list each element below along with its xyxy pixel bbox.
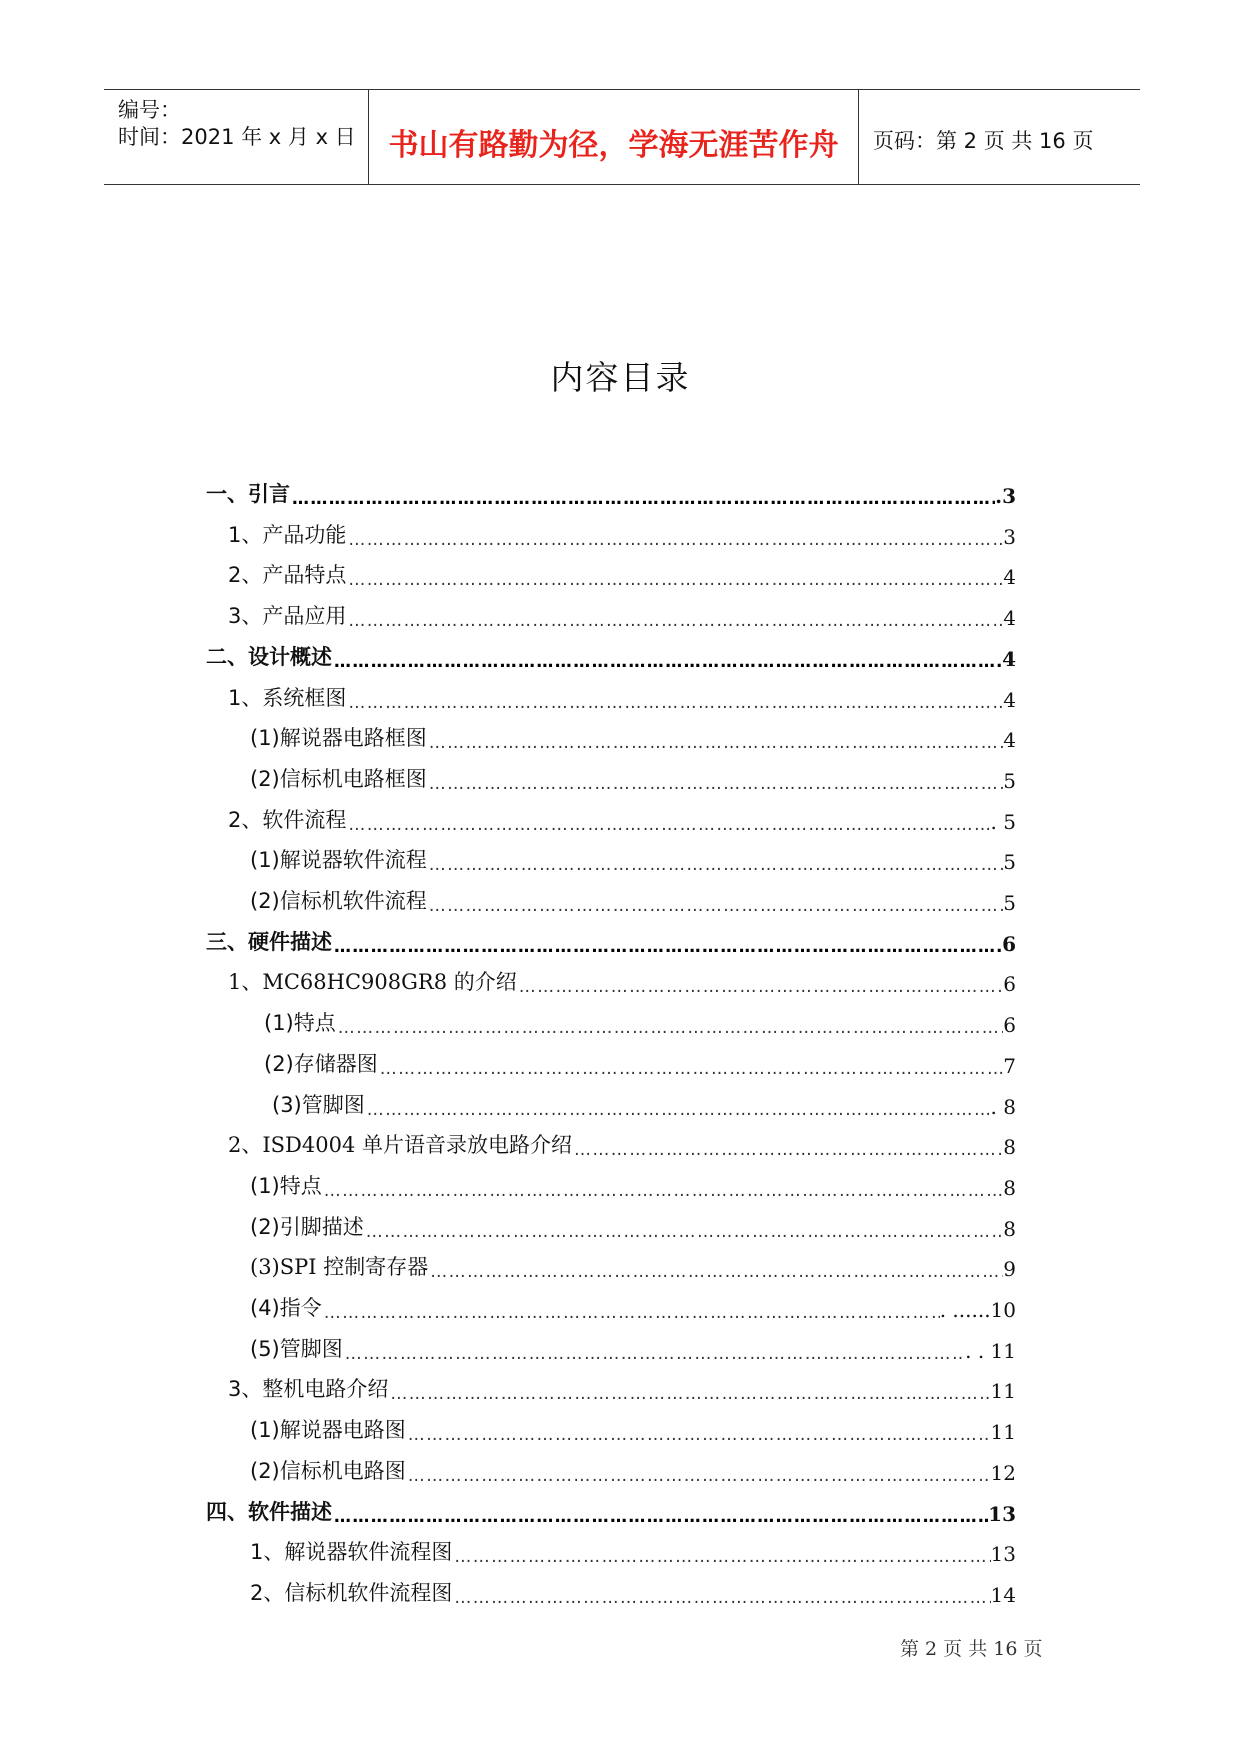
toc-leader-dots [336, 1020, 1004, 1037]
toc-entry[interactable] [228, 519, 1016, 549]
toc-entry[interactable] [228, 600, 1016, 630]
toc-entry-label: 一、引言 [206, 482, 290, 506]
toc-leader-dots [378, 1061, 1004, 1078]
header-right-cell [859, 90, 1140, 184]
toc-leader-dots [572, 1142, 1003, 1159]
toc-entry[interactable] [206, 478, 1016, 508]
toc-entry-label: (5)管脚图 [250, 1337, 343, 1361]
toc-page-number: 11 [990, 1420, 1016, 1444]
toc-page-number: 13 [990, 1542, 1016, 1566]
toc-leader-dots [346, 817, 990, 834]
toc-page-number: 11 [990, 1379, 1016, 1403]
toc-page-number: 5 [1003, 769, 1016, 793]
page-footer: 第 2 页 共 16 页 [900, 1638, 1043, 1660]
toc-entry[interactable] [264, 1048, 1016, 1078]
toc-page-number: . 5 [990, 810, 1016, 834]
toc-entry-label: 1、系统框图 [228, 686, 347, 710]
toc-leader-dots [346, 695, 1003, 712]
toc-page-number: 6 [1003, 972, 1016, 996]
toc-page-number: . 8 [990, 1095, 1016, 1119]
toc-leader-dots [452, 1549, 990, 1566]
toc-entry[interactable] [250, 1414, 1016, 1444]
toc-leader-dots [388, 1386, 990, 1403]
toc-leader-dots [346, 572, 1003, 589]
toc-entry[interactable] [250, 1251, 1016, 1281]
toc-entry[interactable] [250, 1211, 1016, 1241]
toc-entry-label: (4)指令 [250, 1296, 322, 1320]
toc-entry[interactable] [250, 1170, 1016, 1200]
document-number-label: 编号： [118, 98, 181, 122]
toc-entry-label: (1)解说器电路图 [250, 1418, 406, 1442]
toc-page-number: .3 [995, 484, 1016, 508]
toc-leader-dots [406, 1468, 991, 1485]
toc-leader-dots [290, 491, 995, 508]
toc-entry-label: 1、MC68HC908GR8 的介绍 [228, 970, 517, 994]
toc-entry-label: 四、软件描述 [206, 1500, 332, 1524]
toc-entry[interactable] [228, 1129, 1016, 1159]
toc-leader-dots [427, 776, 1004, 793]
toc-entry[interactable] [206, 926, 1016, 956]
toc-entry-label: 3、整机电路介绍 [228, 1377, 389, 1401]
toc-entry[interactable] [264, 1007, 1016, 1037]
toc-entry[interactable] [250, 1333, 1016, 1363]
toc-entry-label: (2)信标机电路框图 [250, 767, 427, 791]
toc-entry[interactable] [228, 1373, 1016, 1403]
toc-entry-label: 2、软件流程 [228, 808, 347, 832]
toc-leader-dots [428, 1264, 1003, 1281]
toc-entry[interactable] [250, 1536, 1016, 1566]
toc-page-number: 8 [1003, 1135, 1016, 1159]
toc-entry-label: 二、设计概述 [206, 645, 332, 669]
toc-entry[interactable] [228, 804, 1016, 834]
toc-entry-label: 2、产品特点 [228, 563, 347, 587]
toc-entry[interactable] [206, 1496, 1016, 1526]
toc-page-number: 12 [990, 1461, 1016, 1485]
toc-entry[interactable] [206, 641, 1016, 671]
toc-entry-label: 1、产品功能 [228, 523, 347, 547]
toc-leader-dots [427, 857, 1004, 874]
toc-entry[interactable] [250, 722, 1016, 752]
toc-page-number: . . 11 [965, 1339, 1016, 1363]
toc-leader-dots [322, 1305, 940, 1322]
header-motto: 书山有路勤为径，学海无涯苦作舟 [388, 128, 839, 163]
toc-leader-dots [427, 898, 1004, 915]
toc-entry[interactable] [250, 1455, 1016, 1485]
toc-page-number: 7 [1003, 1054, 1016, 1078]
toc-entry-label: 2、信标机软件流程图 [250, 1581, 453, 1605]
toc-page-number: 5 [1003, 850, 1016, 874]
header-table [104, 89, 1140, 185]
toc-entry-label: (1)解说器软件流程 [250, 848, 427, 872]
toc-page-number: 8 [1003, 1176, 1016, 1200]
toc-leader-dots [332, 939, 1002, 956]
toc-leader-dots [427, 735, 1004, 752]
toc-entry-label: 3、产品应用 [228, 604, 347, 628]
toc-page-number: 14 [990, 1583, 1016, 1607]
toc-page-number: 9 [1003, 1257, 1016, 1281]
toc-page-number: 4 [1003, 565, 1016, 589]
document-time-label: 时间：2021 年 x 月 x 日 [118, 125, 356, 149]
toc-entry[interactable] [272, 1089, 1016, 1119]
toc-leader-dots [364, 1224, 1004, 1241]
toc-leader-dots [452, 1590, 990, 1607]
toc-leader-dots [406, 1427, 991, 1444]
toc-entry-label: (3)SPI 控制寄存器 [250, 1255, 429, 1279]
toc-page-number: 13 [988, 1502, 1016, 1526]
toc-entry-label: (2)信标机软件流程 [250, 889, 427, 913]
toc-page-number: 8 [1003, 1217, 1016, 1241]
toc-entry-label: (1)特点 [250, 1174, 322, 1198]
toc-entry[interactable] [250, 844, 1016, 874]
toc-entry-label: (2)引脚描述 [250, 1215, 364, 1239]
toc-leader-dots [346, 613, 1003, 630]
toc-page-number: 4 [1002, 647, 1016, 671]
toc-page-number: 5 [1003, 891, 1016, 915]
toc-leader-dots [332, 1509, 988, 1526]
page-title: 内容目录 [550, 358, 691, 397]
toc-entry[interactable] [250, 763, 1016, 793]
toc-entry[interactable] [228, 559, 1016, 589]
toc-entry-label: (2)存储器图 [264, 1052, 378, 1076]
header-center-cell [369, 90, 859, 184]
toc-entry-label: (1)特点 [264, 1011, 336, 1035]
toc-leader-dots [517, 979, 1004, 996]
toc-page-number: . ......10 [939, 1298, 1016, 1322]
toc-leader-dots [332, 654, 1002, 671]
toc-leader-dots [343, 1346, 965, 1363]
toc-entry[interactable] [228, 682, 1016, 712]
toc-leader-dots [365, 1102, 991, 1119]
toc-entry-label: 1、解说器软件流程图 [250, 1540, 453, 1564]
toc-leader-dots [322, 1183, 1004, 1200]
toc-page-number: 4 [1003, 728, 1016, 752]
toc-page-number: 6 [1002, 932, 1016, 956]
toc-page-number: 6 [1003, 1013, 1016, 1037]
toc-entry[interactable] [250, 885, 1016, 915]
header-page-info: 页码：第 2 页 共 16 页 [873, 129, 1094, 153]
toc-entry-label: (1)解说器电路框图 [250, 726, 427, 750]
toc-entry-label: 三、硬件描述 [206, 930, 332, 954]
toc-entry-label: 2、ISD4004 单片语音录放电路介绍 [228, 1133, 572, 1157]
toc-leader-dots [346, 532, 1003, 549]
toc-entry-label: (2)信标机电路图 [250, 1459, 406, 1483]
toc-entry[interactable] [250, 1577, 1016, 1607]
toc-entry[interactable] [250, 1292, 1016, 1322]
toc-page-number: 3 [1003, 525, 1016, 549]
toc-entry[interactable] [228, 966, 1016, 996]
toc-page-number: 4 [1003, 688, 1016, 712]
header-left-cell [104, 90, 369, 184]
toc-entry-label: (3)管脚图 [272, 1093, 365, 1117]
toc-page-number: 4 [1003, 606, 1016, 630]
